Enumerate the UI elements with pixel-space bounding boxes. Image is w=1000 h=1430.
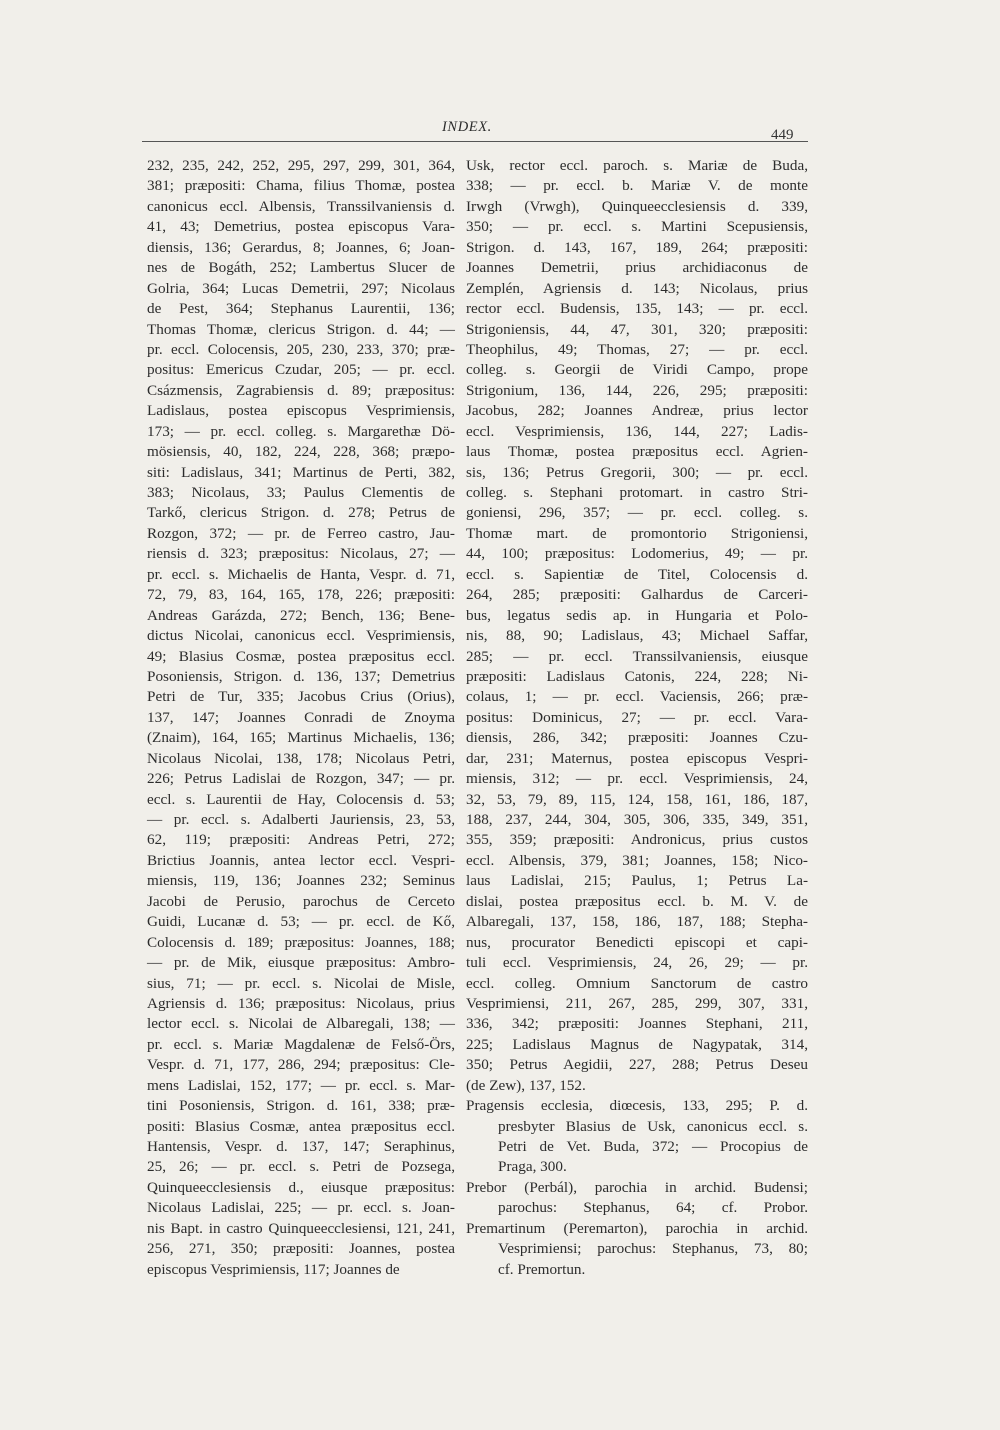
index-line: rector eccl. Budensis, 135, 143; — pr. eccl.	[466, 300, 808, 318]
index-line: Hantensis, Vespr. d. 137, 147; Seraphinus,	[147, 1138, 455, 1155]
index-line: eccl. Albensis, 379, 381; Joannes, 158; Nico-	[466, 851, 808, 869]
index-line: Praga, 300.	[498, 1158, 567, 1176]
index-line: laus Thomæ, postea præpositus eccl. Agrien-	[466, 443, 808, 461]
index-line: diensis, 286, 342; præpositi: Joannes Czu-	[466, 729, 808, 747]
index-line: 25, 26; — pr. eccl. s. Petri de Pozsega,	[147, 1158, 455, 1176]
index-line: Thomas Thomæ, clericus Strigon. d. 44; —	[147, 320, 455, 338]
index-line: 350; — pr. eccl. s. Martini Scepusiensis,	[466, 218, 808, 236]
index-line: 62, 119; præpositi: Andreas Petri, 272;	[147, 831, 455, 849]
index-line: Zemplén, Agriensis d. 143; Nicolaus, prius	[466, 279, 808, 297]
index-line: Brictius Joannis, antea lector eccl. Vespri-	[147, 851, 455, 869]
index-line: Strigoniensis, 44, 47, 301, 320; præpositi:	[466, 320, 808, 338]
index-line: Joannes Demetrii, prius archidiaconus de	[466, 259, 808, 277]
index-line: pr. eccl. Colocensis, 205, 230, 233, 370; præ-	[147, 340, 455, 358]
index-line: — pr. de Mik, eiusque præpositus: Ambro-	[147, 954, 455, 972]
index-line: 285; — pr. eccl. Transsilvaniensis, eiusque	[466, 647, 808, 665]
index-line: laus Ladislai, 215; Paulus, 1; Petrus La-	[466, 872, 808, 890]
index-line: Strigonium, 136, 144, 226, 295; præpositi:	[466, 381, 808, 399]
index-line: Tarkő, clericus Strigon. d. 278; Petrus de	[147, 504, 455, 522]
index-line: dislai, postea præpositus eccl. b. M. V. de	[466, 892, 808, 910]
index-line: Andreas Garázda, 272; Bench, 136; Bene-	[147, 606, 455, 624]
index-line: 350; Petrus Aegidii, 227, 288; Petrus Deseu	[466, 1056, 808, 1074]
index-line: 336, 342; præpositi: Joannes Stephani, 211,	[466, 1015, 808, 1033]
index-line: nus, procurator Benedicti episcopi et capi-	[466, 933, 808, 951]
index-line: riensis d. 323; præpositus: Nicolaus, 27; —	[147, 545, 455, 563]
index-line: colaus, 1; — pr. eccl. Vaciensis, 266; præ-	[466, 688, 808, 706]
index-line: Golria, 364; Lucas Demetrii, 297; Nicolaus	[147, 279, 455, 297]
index-line: siti: Ladislaus, 341; Martinus de Perti, 382,	[147, 463, 455, 481]
index-line: Csázmensis, Zagrabiensis d. 89; præpositus:	[147, 381, 455, 399]
index-line: parochus: Stephanus, 64; cf. Probor.	[498, 1199, 808, 1217]
page-number: 449	[771, 127, 794, 143]
index-line: diensis, 136; Gerardus, 8; Joannes, 6; Joan-	[147, 238, 455, 256]
index-line: eccl. s. Laurentii de Hay, Colocensis d. 53;	[147, 790, 455, 808]
index-line: mösiensis, 40, 182, 224, 228, 368; præpo-	[147, 443, 455, 461]
index-line: presbyter Blasius de Usk, canonicus eccl. s.	[498, 1117, 808, 1135]
index-line: tini Posoniensis, Strigon. d. 161, 338; præ-	[147, 1097, 455, 1115]
index-line: 264, 285; præpositi: Galhardus de Carceri-	[466, 586, 808, 604]
index-line: 355, 359; præpositi: Andronicus, prius custos	[466, 831, 808, 849]
index-line: Prebor (Perbál), parochia in archid. Budensi;	[466, 1178, 808, 1196]
index-line: tuli eccl. Vesprimiensis, 24, 26, 29; — pr.	[466, 954, 808, 972]
index-line: 381; præpositi: Chama, filius Thomæ, postea	[147, 177, 455, 195]
index-line: dar, 231; Maternus, postea episcopus Vespri-	[466, 749, 808, 767]
index-line: lector eccl. s. Nicolai de Albaregali, 138; —	[147, 1015, 455, 1033]
index-line: (de Zew), 137, 152.	[466, 1076, 586, 1094]
index-line: 226; Petrus Ladislai de Rozgon, 347; — pr.	[147, 770, 455, 788]
index-line: 41, 43; Demetrius, postea episcopus Vara-	[147, 218, 455, 236]
index-line: 49; Blasius Cosmæ, postea præpositus eccl.	[147, 647, 455, 665]
index-line: 225; Ladislaus Magnus de Nagypatak, 314,	[466, 1035, 808, 1053]
index-line: Guidi, Lucanæ d. 53; — pr. eccl. de Kő,	[147, 913, 455, 931]
index-line: positus: Dominicus, 27; — pr. eccl. Vara-	[466, 708, 808, 726]
index-line: Irwgh (Vrwgh), Quinqueecclesiensis d. 339,	[466, 197, 808, 215]
index-line: Jacobus, 282; Joannes Andreæ, prius lector	[466, 402, 808, 420]
index-line: sius, 71; — pr. eccl. s. Nicolai de Misle,	[147, 974, 455, 992]
index-line: 173; — pr. eccl. colleg. s. Margarethæ Dö-	[147, 422, 455, 440]
index-line: nis, 88, 90; Ladislaus, 43; Michael Saffar,	[466, 627, 808, 645]
index-line: cf. Premortun.	[498, 1260, 586, 1278]
index-line: miensis, 312; — pr. eccl. Vesprimiensis, 24,	[466, 770, 808, 788]
index-line: Posoniensis, Strigon. d. 136, 137; Demetrius	[147, 667, 455, 685]
running-header-title: INDEX.	[442, 119, 492, 135]
index-line: Quinqueecclesiensis d., eiusque præpositus:	[147, 1178, 455, 1196]
index-line: positi: Blasius Cosmæ, antea præpositus eccl.	[147, 1117, 455, 1135]
index-line: Usk, rector eccl. paroch. s. Mariæ de Buda,	[466, 157, 808, 174]
index-line: Strigon. d. 143, 167, 189, 264; præpositi:	[466, 238, 808, 256]
index-line: Vespr. d. 71, 177, 286, 294; præpositus: Cle-	[147, 1056, 455, 1074]
index-line: Premartinum (Peremarton), parochia in archid.	[466, 1219, 808, 1237]
index-line: 137, 147; Joannes Conradi de Znoyma	[147, 708, 455, 726]
index-line: Rozgon, 372; — pr. de Ferreo castro, Jau-	[147, 524, 455, 542]
index-line: Nicolaus Nicolai, 138, 178; Nicolaus Petri,	[147, 749, 455, 767]
index-line: eccl. colleg. Omnium Sanctorum de castro	[466, 974, 808, 992]
index-line: Vesprimiensi; parochus: Stephanus, 73, 80;	[498, 1240, 808, 1258]
index-line: colleg. s. Georgii de Viridi Campo, prope	[466, 361, 808, 379]
index-line: Pragensis ecclesia, diœcesis, 133, 295; P. d.	[466, 1097, 808, 1115]
index-line: Colocensis d. 189; præpositus: Joannes, 188;	[147, 933, 455, 951]
index-line: 232, 235, 242, 252, 295, 297, 299, 301, 364,	[147, 157, 455, 174]
index-line: pr. eccl. s. Mariæ Magdalenæ de Felső-Örs,	[147, 1035, 455, 1053]
index-line: Jacobi de Perusio, parochus de Cerceto	[147, 892, 455, 910]
index-line: de Pest, 364; Stephanus Laurentii, 136;	[147, 300, 455, 318]
index-column-right	[466, 156, 808, 1280]
index-line: goniensi, 296, 357; — pr. eccl. colleg. s.	[466, 504, 808, 522]
index-line: miensis, 119, 136; Joannes 232; Seminus	[147, 872, 455, 890]
index-column-left	[147, 156, 455, 1280]
index-line: nes de Bogáth, 252; Lambertus Slucer de	[147, 259, 455, 277]
index-line: Theophilus, 49; Thomas, 27; — pr. eccl.	[466, 340, 808, 358]
index-line: canonicus eccl. Albensis, Transsilvaniensis d.	[147, 197, 455, 215]
index-line: 188, 237, 244, 304, 305, 306, 335, 349, 351,	[466, 811, 808, 828]
index-line: Petri de Vet. Buda, 372; — Procopius de	[498, 1138, 808, 1155]
index-line: eccl. s. Sapientiæ de Titel, Colocensis d.	[466, 565, 808, 583]
index-line: Nicolaus Ladislai, 225; — pr. eccl. s. Joan-	[147, 1199, 455, 1217]
index-line: 338; — pr. eccl. b. Mariæ V. de monte	[466, 177, 808, 195]
index-line: 256, 271, 350; præpositi: Joannes, postea	[147, 1240, 455, 1258]
index-line: (Znaim), 164, 165; Martinus Michaelis, 136;	[147, 729, 455, 747]
index-line: colleg. s. Stephani protomart. in castro Stri-	[466, 484, 808, 501]
index-line: Petri de Tur, 335; Jacobus Crius (Orius),	[147, 688, 455, 706]
index-line: nis Bapt. in castro Quinqueecclesiensi, 121, 241,	[147, 1219, 455, 1237]
index-line: 72, 79, 83, 164, 165, 178, 226; præpositi:	[147, 586, 455, 604]
index-line: 383; Nicolaus, 33; Paulus Clementis de	[147, 484, 455, 501]
index-line: sis, 136; Petrus Gregorii, 300; — pr. eccl.	[466, 463, 808, 481]
index-line: Thomæ mart. de promontorio Strigoniensi,	[466, 524, 808, 542]
index-line: 32, 53, 79, 89, 115, 124, 158, 161, 186, 187,	[466, 790, 808, 808]
header-rule	[142, 141, 808, 142]
index-line: positus: Emericus Czudar, 205; — pr. eccl.	[147, 361, 455, 379]
index-line: mens Ladislai, 152, 177; — pr. eccl. s. Mar-	[147, 1076, 455, 1094]
index-line: præpositi: Ladislaus Catonis, 224, 228; Ni-	[466, 667, 808, 685]
index-line: pr. eccl. s. Michaelis de Hanta, Vespr. d. 71,	[147, 565, 455, 583]
index-line: episcopus Vesprimiensis, 117; Joannes de	[147, 1260, 400, 1278]
index-line: bus, legatus sedis ap. in Hungaria et Polo-	[466, 606, 808, 624]
index-line: Albaregali, 137, 158, 186, 187, 188; Stepha-	[466, 913, 808, 931]
index-line: Ladislaus, postea episcopus Vesprimiensis,	[147, 402, 455, 420]
index-line: — pr. eccl. s. Adalberti Jauriensis, 23, 53,	[147, 811, 455, 828]
index-line: dictus Nicolai, canonicus eccl. Vesprimiensis,	[147, 627, 455, 645]
index-line: eccl. Vesprimiensis, 136, 144, 227; Ladis-	[466, 422, 808, 440]
index-line: Vesprimiensi, 211, 267, 285, 299, 307, 331,	[466, 994, 808, 1012]
index-line: Agriensis d. 136; præpositus: Nicolaus, prius	[147, 994, 455, 1012]
index-line: 44, 100; præpositus: Lodomerius, 49; — pr.	[466, 545, 808, 563]
